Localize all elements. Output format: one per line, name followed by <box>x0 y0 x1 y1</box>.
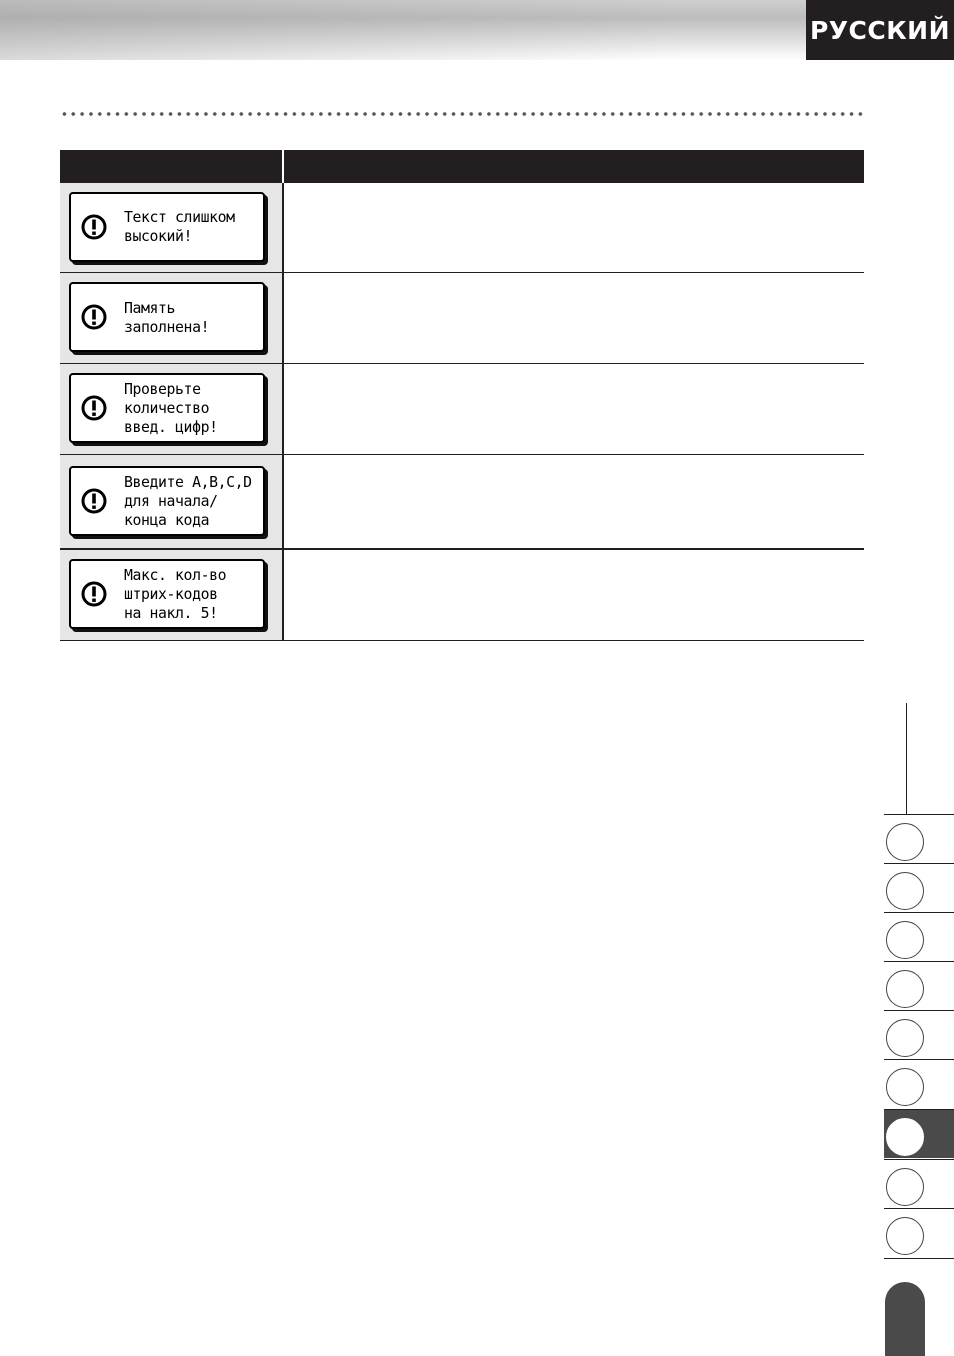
exclamation-circle-icon <box>81 581 107 607</box>
chapter-tab[interactable] <box>884 814 954 863</box>
chapter-circle <box>886 1217 924 1255</box>
table-row <box>60 183 864 273</box>
exclamation-circle-icon <box>81 395 107 421</box>
message-cell <box>60 183 284 272</box>
description-cell <box>284 364 864 454</box>
chapter-tab[interactable] <box>884 1159 954 1208</box>
chapter-circle <box>886 823 924 861</box>
lcd-message-box <box>69 559 265 629</box>
message-cell <box>60 364 284 454</box>
side-index-bottom-line <box>884 1258 954 1259</box>
error-messages-table <box>60 150 864 641</box>
chapter-circle <box>886 1068 924 1106</box>
chapter-circle <box>886 921 924 959</box>
table-header-divider <box>282 150 284 183</box>
lcd-message-box <box>69 373 265 443</box>
language-tab: РУССКИЙ <box>806 0 954 60</box>
exclamation-circle-icon <box>81 488 107 514</box>
side-index-line <box>906 703 907 814</box>
description-cell <box>284 183 864 272</box>
page-number-tab <box>885 1282 925 1356</box>
table-row <box>60 455 864 550</box>
chapter-tab[interactable] <box>884 912 954 961</box>
chapter-tab[interactable] <box>884 1208 954 1257</box>
table-row <box>60 273 864 364</box>
description-cell <box>284 455 864 548</box>
lcd-message-text: Проверьте количество введ. цифр! <box>124 381 218 436</box>
exclamation-circle-icon <box>81 304 107 330</box>
chapter-circle <box>886 1019 924 1057</box>
header-shade <box>0 0 806 60</box>
chapter-circle <box>886 1168 924 1206</box>
chapter-circle <box>886 872 924 910</box>
dotted-divider <box>60 110 865 118</box>
lcd-message-box <box>69 282 265 352</box>
lcd-message-text: Макс. кол-во штрих-кодов на накл. 5! <box>124 567 227 622</box>
description-cell <box>284 273 864 363</box>
chapter-tab[interactable] <box>884 1059 954 1108</box>
table-header <box>60 150 864 183</box>
lcd-message-text: Введите A,B,C,D для начала/ конца кода <box>124 473 252 529</box>
message-cell <box>60 550 284 640</box>
lcd-message-text: Текст слишком высокий! <box>124 209 235 245</box>
chapter-tab[interactable] <box>884 863 954 912</box>
chapter-tab[interactable] <box>884 1010 954 1059</box>
table-row <box>60 550 864 641</box>
chapter-tab-active[interactable] <box>884 1109 954 1158</box>
exclamation-circle-icon <box>81 214 107 240</box>
chapter-tab[interactable] <box>884 961 954 1010</box>
lcd-message-box <box>69 466 265 536</box>
message-cell <box>60 455 284 548</box>
message-cell <box>60 273 284 363</box>
lcd-message-box <box>69 192 265 262</box>
chapter-circle <box>886 970 924 1008</box>
chapter-circle <box>886 1118 924 1156</box>
lcd-message-text: Память заполнена! <box>124 299 210 336</box>
description-cell <box>284 550 864 640</box>
table-row <box>60 364 864 455</box>
